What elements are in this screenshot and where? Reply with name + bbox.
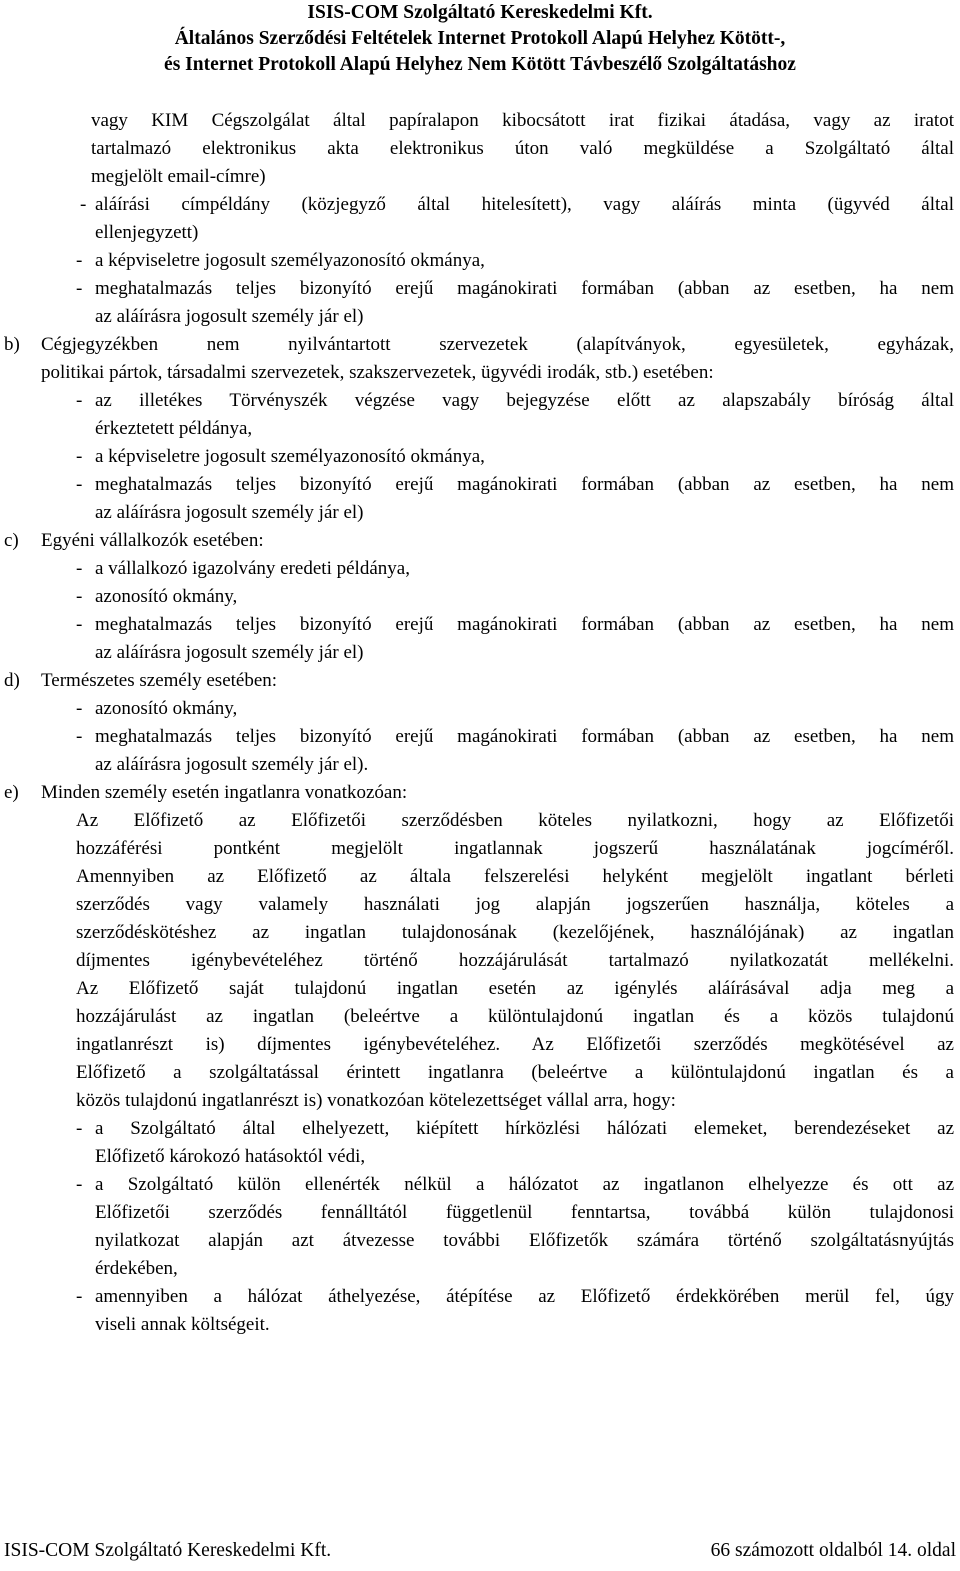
- list-item: [0, 443, 960, 471]
- text-line: szerződés vagy valamely használati jog alapján jogszerűen használja, köteles a: [76, 894, 954, 915]
- list-item: [0, 611, 960, 639]
- list-item: [0, 1171, 960, 1199]
- text-line: a képviseletre jogosult személyazonosító okmánya,: [95, 250, 485, 271]
- text-line: Cégjegyzékben nem nyilvántartott szervezetek (alapítványok, egyesületek, egyházak,: [41, 334, 954, 355]
- list-dash: -: [76, 698, 83, 719]
- text-line: érkeztetett példánya,: [95, 418, 253, 439]
- text-line: meghatalmazás teljes bizonyító erejű magánokirati formában (abban az esetben, ha nem: [95, 474, 954, 495]
- header-company: ISIS-COM Szolgáltató Kereskedelmi Kft.: [307, 2, 653, 23]
- text-line: Az Előfizető az Előfizetői szerződésben köteles nyilatkozni, hogy az Előfizetői: [76, 810, 954, 831]
- text-line: meghatalmazás teljes bizonyító erejű magánokirati formában (abban az esetben, ha nem: [95, 726, 954, 747]
- text-line: díjmentes igénybevételéhez történő hozzájárulását tartalmazó nyilatkozatát mellékelni.: [76, 950, 954, 971]
- list-dash: -: [80, 194, 87, 215]
- text-line: a Szolgáltató által elhelyezett, kiépített hírközlési hálózati elemeket, berendezéseket az: [95, 1118, 954, 1139]
- text-line: azonosító okmány,: [95, 698, 238, 719]
- text-line: hozzájárulást az ingatlan (beleértve a különtulajdonú ingatlan és a közös tulajdonú: [76, 1006, 954, 1027]
- list-dash: -: [76, 278, 83, 299]
- list-label: d): [4, 670, 20, 691]
- list-item: [0, 583, 960, 611]
- text-line: ellenjegyzett): [95, 222, 199, 243]
- text-line: Egyéni vállalkozók esetében:: [41, 530, 264, 551]
- list-item: [0, 275, 960, 303]
- list-item: [0, 191, 960, 219]
- text-line: ingatlanrészt is) díjmentes igénybevételéhez. Az Előfizetői szerződés megkötésével az: [76, 1034, 954, 1055]
- list-dash: -: [76, 1174, 83, 1195]
- list-item: [0, 387, 960, 415]
- text-line: Amennyiben az Előfizető az általa felszerelési helyként megjelölt ingatlant bérleti: [76, 866, 954, 887]
- text-line: vagy KIM Cégszolgálat által papíralapon kibocsátott irat fizikai átadása, vagy az iratot: [91, 110, 954, 131]
- text-line: Minden személy esetén ingatlanra vonatkozóan:: [41, 782, 408, 803]
- text-line: megjelölt email-címre): [91, 166, 266, 187]
- text-line: az aláírásra jogosult személy jár el): [95, 642, 364, 663]
- list-item: [0, 1283, 960, 1311]
- text-line: Előfizető károkozó hatásoktól védi,: [95, 1146, 366, 1167]
- list-item: [0, 331, 960, 359]
- list-item: [0, 527, 960, 555]
- text-line: a Szolgáltató külön ellenérték nélkül a hálózatot az ingatlanon elhelyezze és ott az: [95, 1174, 954, 1195]
- list-item: [0, 555, 960, 583]
- page-number: 66 számozott oldalból 14. oldal: [710, 1540, 956, 1561]
- page-header: [0, 0, 960, 78]
- document-body: [0, 107, 960, 1339]
- list-dash: -: [76, 390, 83, 411]
- text-line: azonosító okmány,: [95, 586, 238, 607]
- footer-company: ISIS-COM Szolgáltató Kereskedelmi Kft.: [4, 1540, 332, 1561]
- text-line: nyilatkozat alapján azt átvezesse további Előfizetők számára történő szolgáltatásnyújtás: [95, 1230, 954, 1251]
- text-line: az aláírásra jogosult személy jár el): [95, 502, 364, 523]
- list-dash: -: [76, 474, 83, 495]
- text-line: az aláírásra jogosult személy jár el).: [95, 754, 369, 775]
- list-dash: -: [76, 1286, 83, 1307]
- text-line: a vállalkozó igazolvány eredeti példánya,: [95, 558, 410, 579]
- text-line: a képviseletre jogosult személyazonosító okmánya,: [95, 446, 485, 467]
- list-item: [0, 667, 960, 695]
- list-item: [0, 779, 960, 807]
- header-title-line2: és Internet Protokoll Alapú Helyhez Nem Kötött Távbeszélő Szolgáltatáshoz: [164, 54, 796, 75]
- header-title-line1: Általános Szerződési Feltételek Internet Protokoll Alapú Helyhez Kötött-,: [174, 28, 786, 49]
- list-item: [0, 723, 960, 751]
- text-line: Az Előfizető saját tulajdonú ingatlan esetén az igénylés aláírásával adja meg a: [76, 978, 954, 999]
- list-dash: -: [76, 250, 83, 271]
- list-dash: -: [76, 1118, 83, 1139]
- text-line: viseli annak költségeit.: [95, 1314, 270, 1335]
- text-line: érdekében,: [95, 1258, 178, 1279]
- list-item: [0, 247, 960, 275]
- text-line: Természetes személy esetében:: [41, 670, 278, 691]
- text-line: közös tulajdonú ingatlanrészt is) vonatkozóan kötelezettséget vállal arra, hogy:: [76, 1090, 676, 1111]
- list-item: [0, 1115, 960, 1143]
- list-label: b): [4, 334, 20, 355]
- list-item: [0, 695, 960, 723]
- text-line: szerződéskötéshez az ingatlan tulajdonosának (kezelőjének, használójának) az ingatlan: [76, 922, 954, 943]
- text-line: Előfizető a szolgáltatással érintett ingatlanra (beleértve a különtulajdonú ingatlan és a: [76, 1062, 954, 1083]
- list-dash: -: [76, 446, 83, 467]
- list-dash: -: [76, 558, 83, 579]
- text-line: meghatalmazás teljes bizonyító erejű magánokirati formában (abban az esetben, ha nem: [95, 278, 954, 299]
- text-line: hozzáférési pontként megjelölt ingatlannak jogszerű használatának jogcíméről.: [76, 838, 954, 859]
- page-footer: [0, 1536, 960, 1566]
- text-line: aláírási címpéldány (közjegyző által hitelesített), vagy aláírás minta (ügyvéd által: [95, 194, 954, 215]
- text-line: Előfizetői szerződés fennálltától függetlenül fenntartsa, továbbá külön tulajdonosi: [95, 1202, 954, 1223]
- text-line: az aláírásra jogosult személy jár el): [95, 306, 364, 327]
- list-item: [0, 471, 960, 499]
- text-line: amennyiben a hálózat áthelyezése, átépítése az Előfizető érdekkörében merül fel, úgy: [95, 1286, 954, 1307]
- text-line: politikai pártok, társadalmi szervezetek, szakszervezetek, ügyvédi irodák, stb.) esetében:: [41, 362, 714, 383]
- text-line: az illetékes Törvényszék végzése vagy bejegyzése előtt az alapszabály bíróság által: [95, 390, 954, 411]
- list-label: c): [4, 530, 19, 551]
- list-dash: -: [76, 614, 83, 635]
- text-line: tartalmazó elektronikus akta elektronikus úton való megküldése a Szolgáltató által: [91, 138, 954, 159]
- list-dash: -: [76, 726, 83, 747]
- list-label: e): [4, 782, 19, 803]
- text-line: meghatalmazás teljes bizonyító erejű magánokirati formában (abban az esetben, ha nem: [95, 614, 954, 635]
- list-dash: -: [76, 586, 83, 607]
